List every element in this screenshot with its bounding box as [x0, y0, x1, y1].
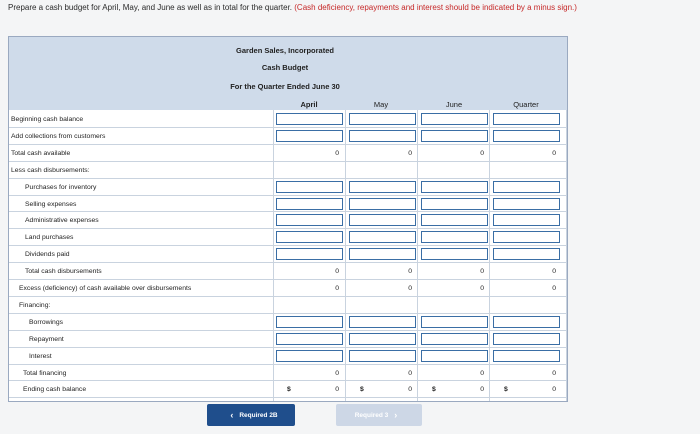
- col-header-quarter: Quarter: [513, 100, 539, 109]
- amount-input[interactable]: [349, 350, 416, 362]
- currency-symbol: $: [360, 386, 364, 394]
- prev-required-button[interactable]: [207, 404, 295, 426]
- amount-input[interactable]: [276, 316, 343, 328]
- amount-input[interactable]: [276, 231, 343, 243]
- computed-value: 0: [480, 369, 484, 377]
- amount-input[interactable]: [493, 214, 560, 226]
- col-header-may: May: [373, 100, 389, 109]
- row-label: Interest: [29, 352, 52, 360]
- amount-input[interactable]: [421, 181, 488, 193]
- amount-input[interactable]: [421, 248, 488, 260]
- amount-input[interactable]: [493, 181, 560, 193]
- chevron-right-icon: ›: [394, 410, 398, 420]
- grid-hline: [9, 127, 567, 128]
- grid-hline: [9, 245, 567, 246]
- amount-input[interactable]: [421, 113, 488, 125]
- grid-hline: [9, 347, 567, 348]
- amount-input[interactable]: [349, 181, 416, 193]
- chevron-left-icon: ‹: [230, 410, 234, 420]
- amount-input[interactable]: [276, 130, 343, 142]
- currency-symbol: $: [432, 386, 436, 394]
- row-label: Administrative expenses: [25, 217, 99, 225]
- grid-vline: [417, 110, 418, 401]
- grid-hline: [9, 161, 567, 162]
- amount-input[interactable]: [493, 333, 560, 345]
- computed-value: 0: [335, 369, 339, 377]
- computed-value: 0: [408, 285, 412, 292]
- amount-input[interactable]: [349, 231, 416, 243]
- computed-value: 0: [335, 386, 339, 394]
- computed-value: 0: [335, 149, 339, 157]
- currency-symbol: $: [287, 386, 291, 394]
- row-label: Repayment: [29, 335, 64, 343]
- amount-input[interactable]: [421, 198, 488, 210]
- computed-value: 0: [480, 268, 484, 276]
- computed-value: 0: [480, 149, 484, 157]
- grid-vline: [566, 110, 567, 401]
- amount-input[interactable]: [493, 198, 560, 210]
- amount-input[interactable]: [349, 198, 416, 210]
- row-label: Excess (deficiency) of cash available over disbursements: [19, 285, 192, 292]
- amount-input[interactable]: [493, 350, 560, 362]
- grid-hline: [9, 380, 567, 381]
- col-header-april: April: [300, 100, 318, 109]
- statement-name: Cash Budget: [261, 63, 309, 72]
- grid-hline: [9, 195, 567, 196]
- grid-hline: [9, 313, 567, 314]
- amount-input[interactable]: [421, 130, 488, 142]
- row-label: Total cash available: [11, 149, 71, 157]
- instructions-main: Prepare a cash budget for April, May, and June as well as in total for the quarter.: [8, 3, 293, 12]
- amount-input[interactable]: [421, 350, 488, 362]
- computed-value: 0: [552, 386, 556, 394]
- computed-value: 0: [552, 149, 556, 157]
- cash-budget-sheet: [8, 36, 568, 402]
- row-label: Land purchases: [25, 234, 74, 242]
- computed-value: 0: [408, 268, 412, 276]
- row-label: Add collections from customers: [11, 132, 106, 140]
- row-label: Borrowings: [29, 318, 63, 326]
- grid-vline: [489, 110, 490, 401]
- amount-input[interactable]: [276, 113, 343, 125]
- next-required-label: Required 3: [354, 411, 389, 419]
- row-label: Purchases for inventory: [25, 183, 97, 191]
- prev-required-label: Required 2B: [239, 411, 278, 419]
- computed-value: 0: [335, 285, 339, 292]
- computed-value: 0: [552, 369, 556, 377]
- next-required-button[interactable]: [336, 404, 422, 426]
- grid-hline: [9, 330, 567, 331]
- amount-input[interactable]: [276, 181, 343, 193]
- amount-input[interactable]: [493, 113, 560, 125]
- currency-symbol: $: [504, 386, 508, 394]
- amount-input[interactable]: [349, 113, 416, 125]
- amount-input[interactable]: [349, 316, 416, 328]
- computed-value: 0: [480, 285, 484, 292]
- grid-hline: [9, 296, 567, 297]
- row-label: Less cash disbursements:: [11, 166, 90, 174]
- row-label: Total financing: [23, 369, 67, 377]
- computed-value: 0: [480, 386, 484, 394]
- row-label: Total cash disbursements: [25, 268, 102, 276]
- amount-input[interactable]: [349, 333, 416, 345]
- grid-hline: [9, 364, 567, 365]
- amount-input[interactable]: [421, 333, 488, 345]
- amount-input[interactable]: [276, 333, 343, 345]
- amount-input[interactable]: [421, 214, 488, 226]
- amount-input[interactable]: [276, 198, 343, 210]
- grid-hline: [9, 397, 567, 398]
- row-label: Dividends paid: [25, 251, 70, 259]
- computed-value: 0: [552, 285, 556, 292]
- grid-hline: [9, 211, 567, 212]
- instructions: [8, 3, 688, 13]
- row-label: Financing:: [19, 301, 51, 309]
- row-label: Beginning cash balance: [11, 116, 84, 123]
- company-name: Garden Sales, Incorporated: [236, 46, 334, 55]
- amount-input[interactable]: [493, 130, 560, 142]
- grid-hline: [9, 262, 567, 263]
- computed-value: 0: [408, 386, 412, 394]
- amount-input[interactable]: [493, 231, 560, 243]
- row-label: Selling expenses: [25, 200, 77, 208]
- amount-input[interactable]: [349, 130, 416, 142]
- grid-hline: [9, 178, 567, 179]
- grid-hline: [9, 279, 567, 280]
- computed-value: 0: [408, 149, 412, 157]
- amount-input[interactable]: [349, 248, 416, 260]
- amount-input[interactable]: [493, 316, 560, 328]
- amount-input[interactable]: [493, 248, 560, 260]
- grid-vline: [273, 110, 274, 401]
- computed-value: 0: [408, 369, 412, 377]
- grid-hline: [9, 228, 567, 229]
- period-label: For the Quarter Ended June 30: [230, 82, 340, 91]
- row-label: Ending cash balance: [23, 386, 87, 394]
- amount-input[interactable]: [421, 316, 488, 328]
- col-header-june: June: [445, 100, 463, 109]
- amount-input[interactable]: [349, 214, 416, 226]
- grid-vline: [345, 110, 346, 401]
- computed-value: 0: [552, 268, 556, 276]
- amount-input[interactable]: [276, 214, 343, 226]
- computed-value: 0: [335, 268, 339, 276]
- instructions-note: (Cash deficiency, repayments and interest should be indicated by a minus sign.): [294, 3, 577, 12]
- amount-input[interactable]: [276, 248, 343, 260]
- grid-hline: [9, 144, 567, 145]
- amount-input[interactable]: [276, 350, 343, 362]
- amount-input[interactable]: [421, 231, 488, 243]
